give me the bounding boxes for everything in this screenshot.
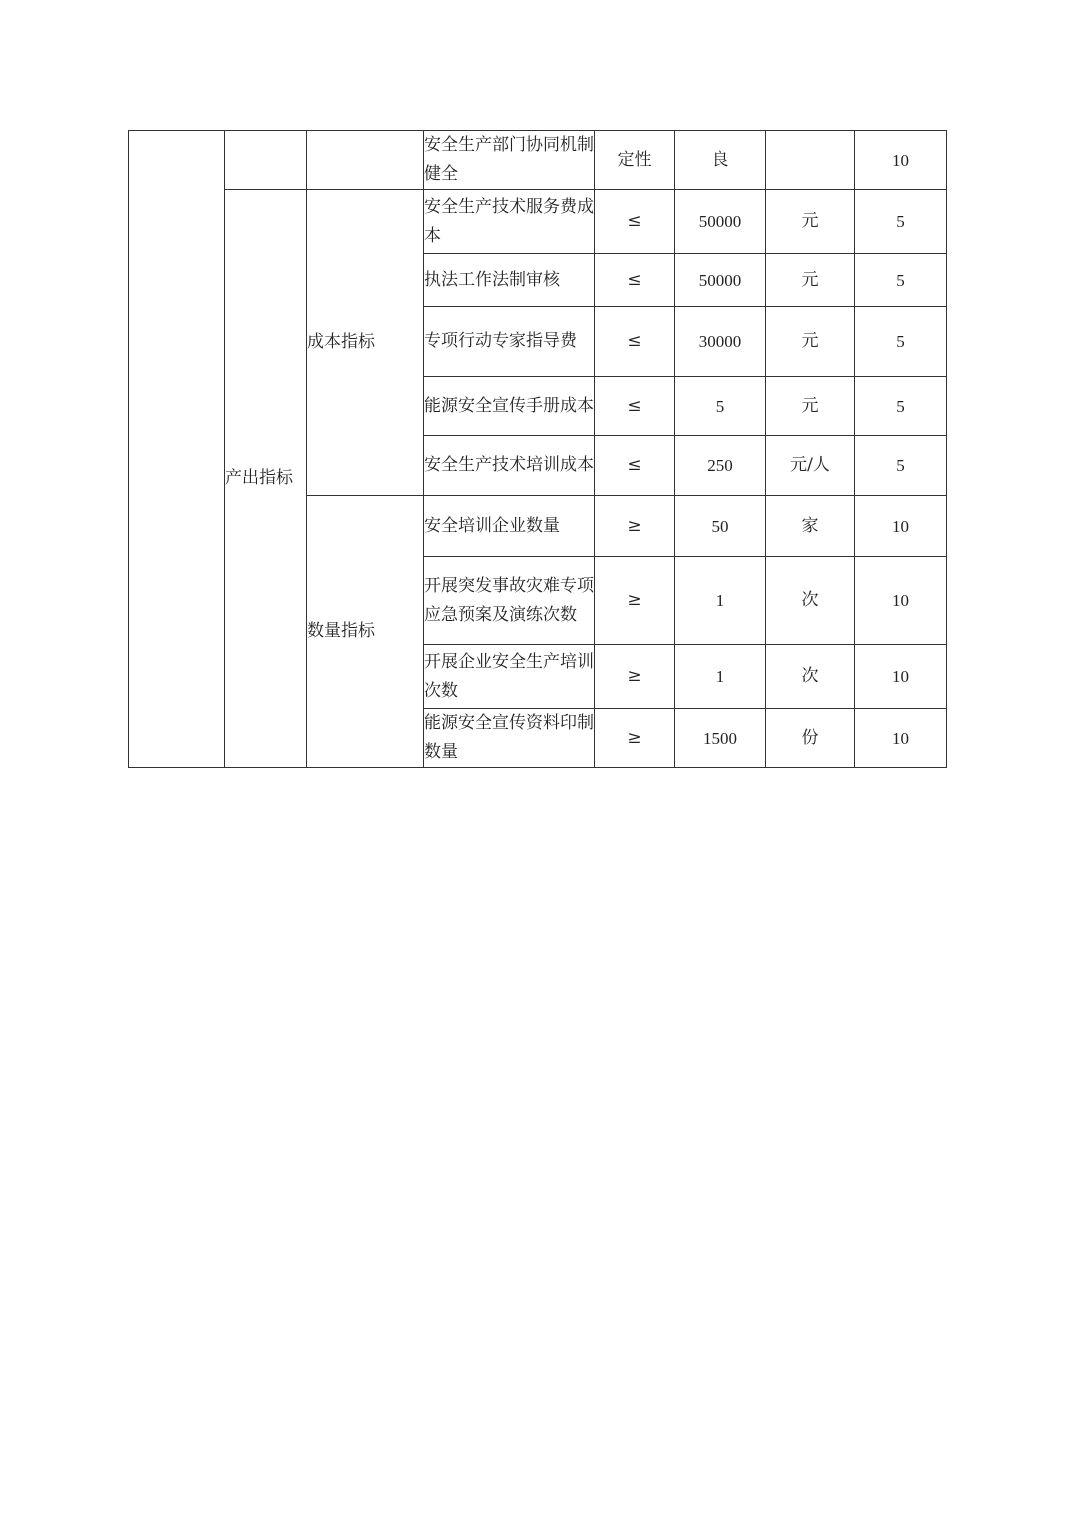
indicator-name: 执法工作法制审核 [424,254,595,307]
operator-cell: ≥ [595,645,675,709]
score-cell: 5 [855,190,947,254]
table-row [129,190,947,254]
indicator-name: 安全生产技术培训成本 [424,436,595,496]
table-row [129,131,947,190]
score-cell: 5 [855,377,947,436]
operator-cell: ≤ [595,436,675,496]
second-level-cell-continued [225,131,307,190]
unit-cell: 元 [766,377,855,436]
indicator-name: 开展企业安全生产培训次数 [424,645,595,709]
score-cell: 5 [855,254,947,307]
target-value: 1 [675,557,766,645]
unit-cell: 元 [766,254,855,307]
group-cell-continued [307,131,424,190]
operator-cell: ≤ [595,190,675,254]
target-value: 30000 [675,307,766,377]
target-value: 50 [675,496,766,557]
group-cell-quantity: 数量指标 [307,496,424,768]
score-cell: 5 [855,436,947,496]
operator-cell: ≥ [595,709,675,768]
group-cell-cost: 成本指标 [307,190,424,496]
target-value: 50000 [675,254,766,307]
target-value: 良 [675,131,766,190]
unit-cell: 次 [766,645,855,709]
operator-cell: ≤ [595,307,675,377]
score-cell: 10 [855,709,947,768]
unit-cell: 元 [766,307,855,377]
score-cell: 5 [855,307,947,377]
score-cell: 10 [855,645,947,709]
target-value: 250 [675,436,766,496]
indicator-name: 专项行动专家指导费 [424,307,595,377]
operator-cell: ≤ [595,254,675,307]
score-cell: 10 [855,557,947,645]
operator-cell: 定性 [595,131,675,190]
unit-cell: 次 [766,557,855,645]
indicator-name: 开展突发事故灾难专项应急预案及演练次数 [424,557,595,645]
indicator-name: 安全生产部门协同机制健全 [424,131,595,190]
unit-cell: 份 [766,709,855,768]
target-value: 50000 [675,190,766,254]
performance-indicator-table [128,130,947,768]
target-value: 1500 [675,709,766,768]
operator-cell: ≥ [595,557,675,645]
indicator-name: 能源安全宣传资料印制数量 [424,709,595,768]
score-cell: 10 [855,496,947,557]
indicator-name: 安全生产技术服务费成本 [424,190,595,254]
operator-cell: ≤ [595,377,675,436]
unit-cell: 元 [766,190,855,254]
target-value: 1 [675,645,766,709]
target-value: 5 [675,377,766,436]
unit-cell: 家 [766,496,855,557]
unit-cell: 元/人 [766,436,855,496]
unit-cell [766,131,855,190]
first-level-cell [129,131,225,768]
indicator-name: 能源安全宣传手册成本 [424,377,595,436]
score-cell: 10 [855,131,947,190]
second-level-cell: 产出指标 [225,190,307,768]
indicator-name: 安全培训企业数量 [424,496,595,557]
operator-cell: ≥ [595,496,675,557]
